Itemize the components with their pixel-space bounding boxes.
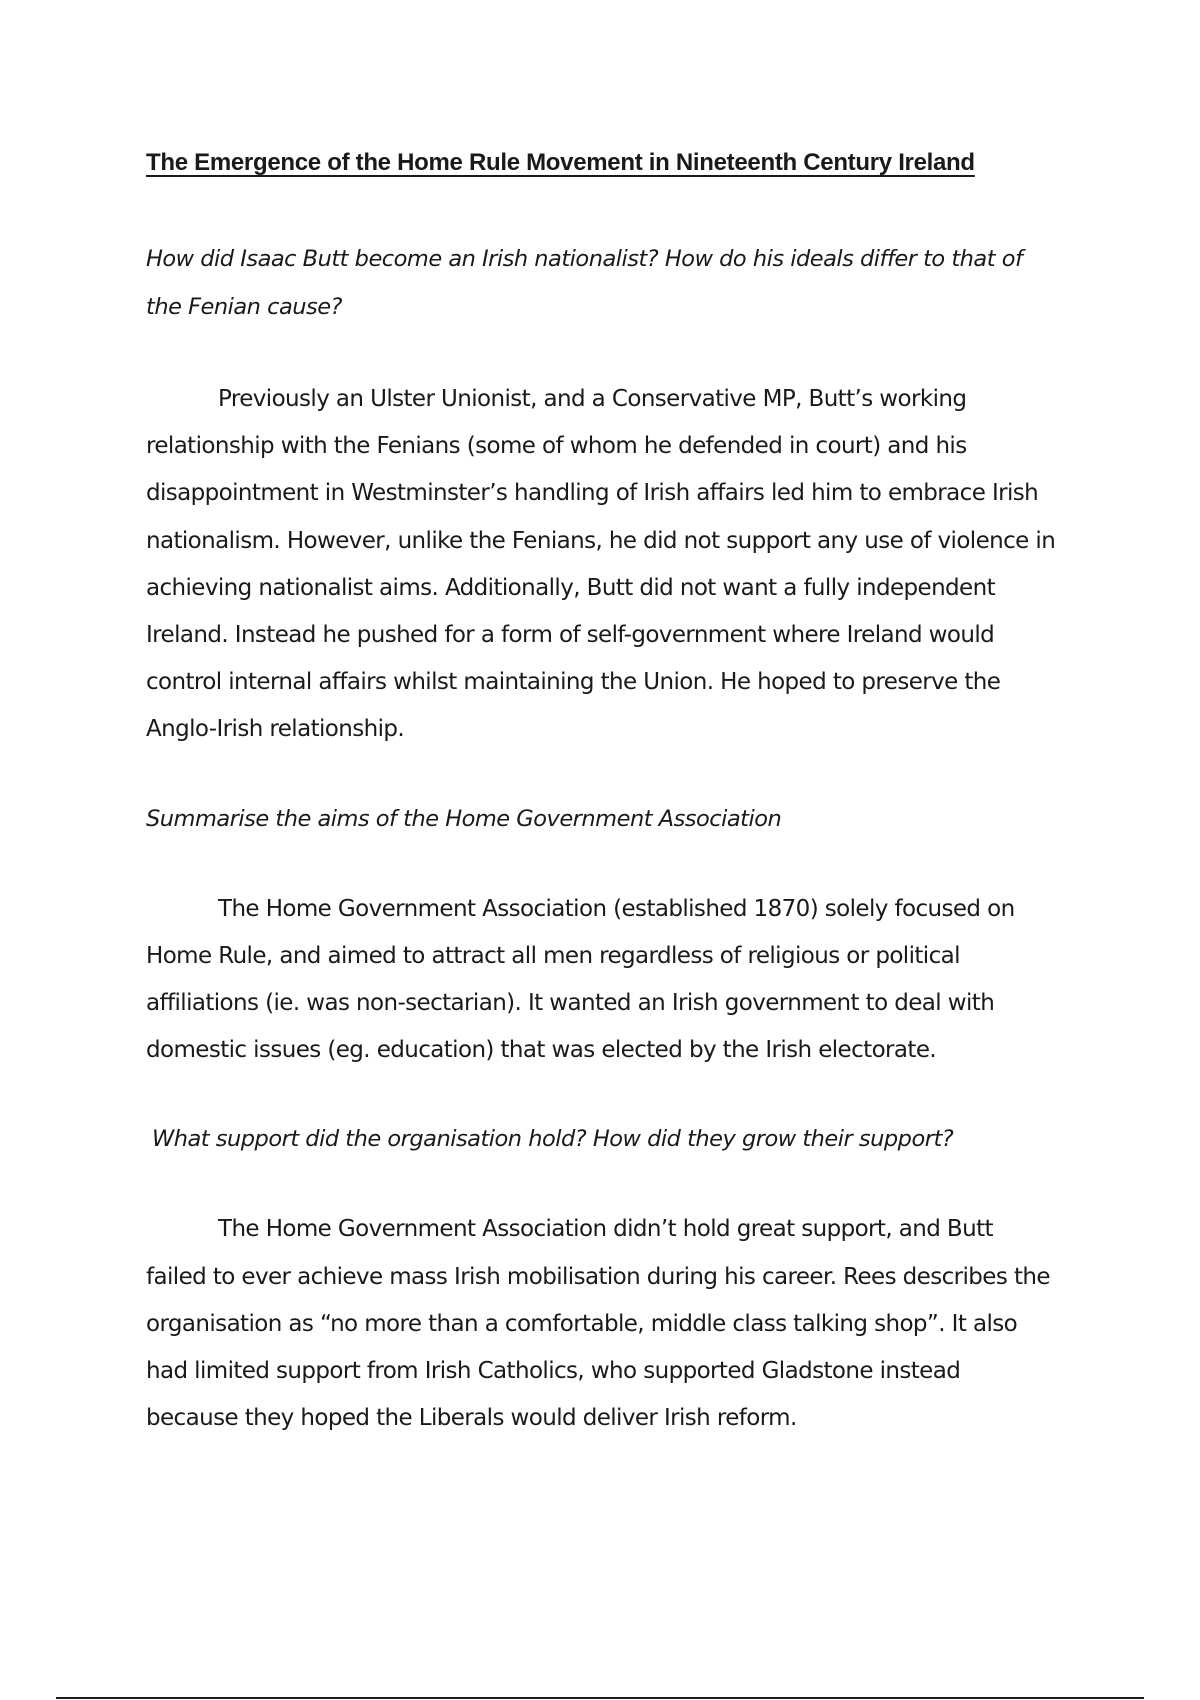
document-title: The Emergence of the Home Rule Movement in Nineteenth Century Ireland: [146, 149, 975, 176]
question-1: How did Isaac Butt become an Irish nationalist? How do his ideals differ to that of the Fenian cause?: [146, 246, 1023, 320]
page-bottom-rule: [56, 1697, 1144, 1699]
answer-1: Previously an Ulster Unionist, and a Conservative MP, Butt’s working relationship with the Fenians (some of whom he defended in court) and his disappointment in Westminster’s handling of Irish affairs led him to embrace Irish nationalism. However, unlike the Fenians, he did not support any use of violence in achieving nationalist aims. Additionally, Butt did not want a fully independent Ireland. Instead he pushed for a form of self-government where Ireland would control internal affairs whilst maintaining the Union. He hoped to preserve the Anglo-Irish relationship.: [146, 386, 1056, 743]
question-3: What support did the organisation hold? How did they grow their support?: [152, 1126, 954, 1153]
answer-2: The Home Government Association (established 1870) solely focused on Home Rule, and aimed to attract all men regardless of religious or political affiliations (ie. was non-sectarian). It wanted an Irish government to deal with domestic issues (eg. education) that was elected by the Irish electorate.: [146, 895, 1015, 1064]
question-2: Summarise the aims of the Home Government Association: [146, 805, 782, 832]
answer-3: The Home Government Association didn’t hold great support, and Butt failed to ever achieve mass Irish mobilisation during his career. Rees describes the organisation as “no more than a comfortable, middle class talking shop”. It also had limited support from Irish Catholics, who supported Gladstone instead because they hoped the Liberals would deliver Irish reform.: [146, 1216, 1050, 1432]
document-page: [146, 140, 1056, 1442]
